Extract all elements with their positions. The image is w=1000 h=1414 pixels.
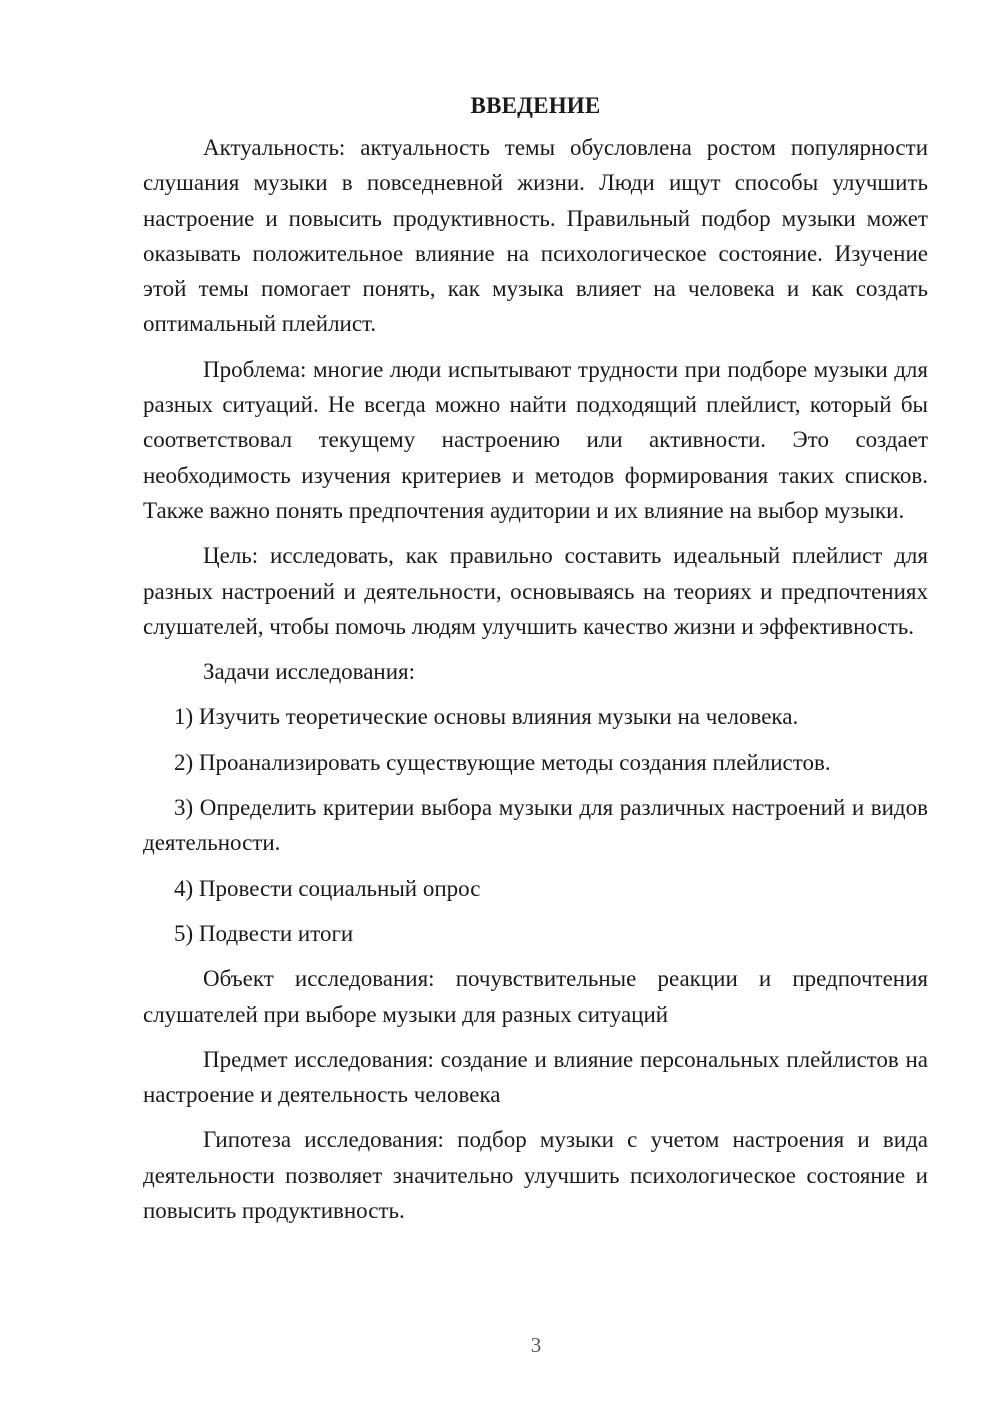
document-body	[143, 88, 928, 1238]
task-item-3: 3) Определить критерии выбора музыки для различных настроений и видов деятельности.	[143, 795, 928, 856]
paragraph-problem: Проблема: многие люди испытывают трудности при подборе музыки для разных ситуаций. Не всегда можно найти подходящий плейлист, который бы соответствовал текущему настроению или активности. Это создает необходимость изучения критериев и методов формирования таких списков. Также важно понять предпочтения аудитории и их влияние на выбор музыки.	[143, 356, 928, 523]
paragraph-tasks-heading: Задачи исследования:	[203, 659, 416, 685]
task-item-1: 1) Изучить теоретические основы влияния музыки на человека.	[174, 704, 799, 730]
page-number: 3	[530, 1333, 542, 1357]
task-item-4: 4) Провести социальный опрос	[174, 875, 481, 901]
paragraph-hypothesis: Гипотеза исследования: подбор музыки с учетом настроения и вида деятельности позволяет значительно улучшить психологическое состояние и повысить продуктивность.	[143, 1127, 928, 1224]
task-item-5: 5) Подвести итоги	[174, 920, 354, 946]
task-item-2: 2) Проанализировать существующие методы создания плейлистов.	[174, 749, 831, 775]
section-title: ВВЕДЕНИЕ	[470, 93, 601, 118]
paragraph-object: Объект исследования: почувствительные реакции и предпочтения слушателей при выборе музыки для разных ситуаций	[143, 966, 928, 1027]
paragraph-subject: Предмет исследования: создание и влияние персональных плейлистов на настроение и деятельность человека	[143, 1046, 928, 1108]
paragraph-relevance: Актуальность: актуальность темы обусловлена ростом популярности слушания музыки в повседневной жизни. Люди ищут способы улучшить настроение и повысить продуктивность. Правильный подбор музыки может оказывать положительное влияние на психологическое состояние. Изучение этой темы помогает понять, как музыка влияет на человека и как создать оптимальный плейлист.	[143, 135, 928, 337]
paragraph-goal: Цель: исследовать, как правильно составить идеальный плейлист для разных настроений и деятельности, основываясь на теориях и предпочтениях слушателей, чтобы помочь людям улучшить качество жизни и эффективность.	[143, 543, 928, 639]
